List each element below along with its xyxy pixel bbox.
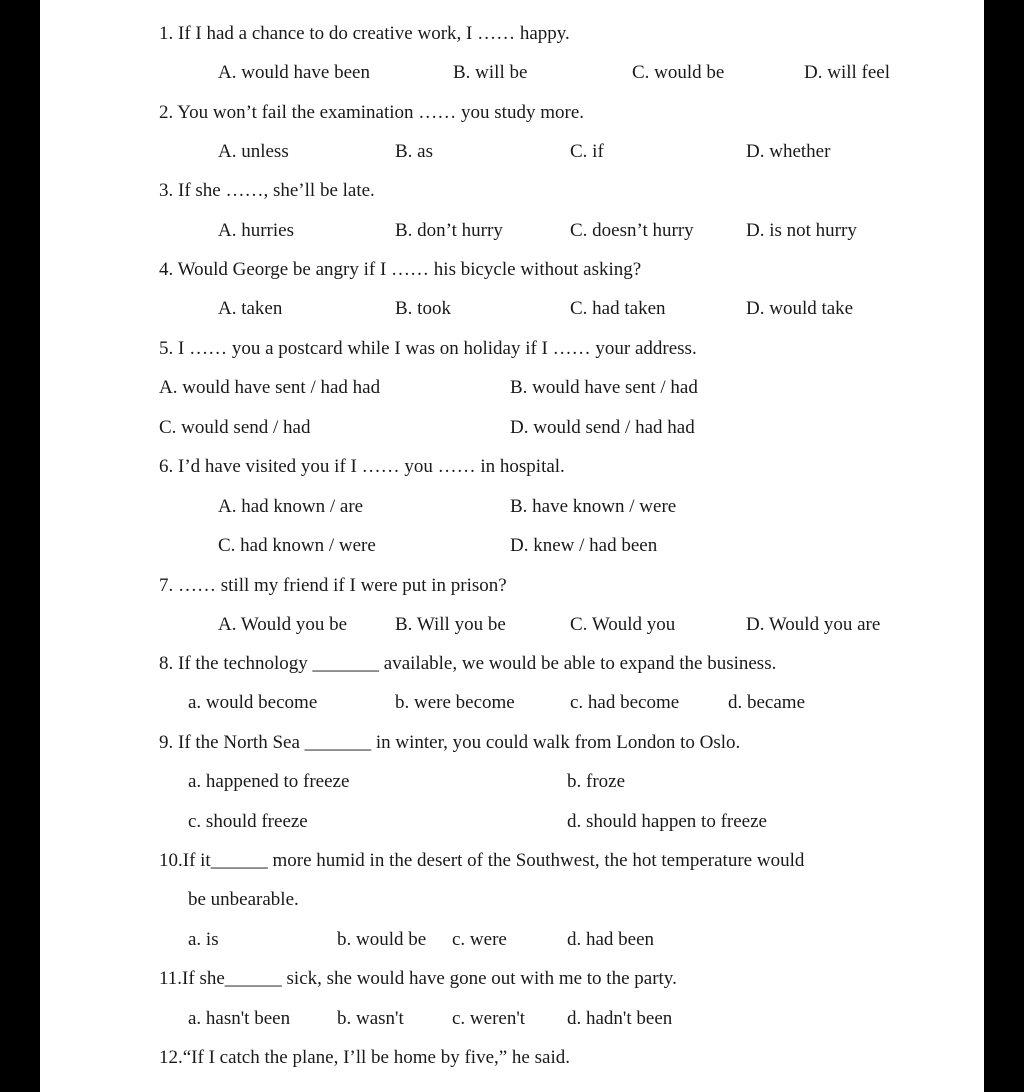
option: C. would send / had xyxy=(159,417,311,438)
option: a. happened to freeze xyxy=(188,771,350,792)
option: d. hadn't been xyxy=(567,1008,673,1029)
option: d. should happen to freeze xyxy=(567,811,767,832)
question-10-continued: be unbearable. xyxy=(188,889,299,910)
question-8: 8. If the technology _______ available, we would be able to expand the business. xyxy=(159,653,777,674)
option: c. weren't xyxy=(452,1008,526,1029)
option: D. would send / had had xyxy=(510,417,695,438)
option: d. became xyxy=(728,692,806,713)
option: c. had become xyxy=(570,692,680,713)
option: C. Would you xyxy=(570,614,676,635)
option: B. don’t hurry xyxy=(395,220,503,241)
question-1: 1. If I had a chance to do creative work, I …… happy. xyxy=(159,23,570,44)
option: d. had been xyxy=(567,929,655,950)
option: A. unless xyxy=(218,141,289,162)
option: b. would be xyxy=(337,929,427,950)
option: C. had taken xyxy=(570,298,666,319)
option: D. is not hurry xyxy=(746,220,857,241)
option: C. if xyxy=(570,141,604,162)
option: D. would take xyxy=(746,298,854,319)
option: C. doesn’t hurry xyxy=(570,220,694,241)
option: A. had known / are xyxy=(218,496,364,517)
question-4: 4. Would George be angry if I …… his bicycle without asking? xyxy=(159,259,642,280)
option: a. would become xyxy=(188,692,318,713)
option: c. were xyxy=(452,929,507,950)
option: b. froze xyxy=(567,771,626,792)
question-3: 3. If she ……, she’ll be late. xyxy=(159,180,375,201)
question-9: 9. If the North Sea _______ in winter, you could walk from London to Oslo. xyxy=(159,732,741,753)
option: B. will be xyxy=(453,62,528,83)
option: B. as xyxy=(395,141,433,162)
worksheet-page xyxy=(40,0,984,1092)
question-7: 7. …… still my friend if I were put in prison? xyxy=(159,575,507,596)
option: B. Will you be xyxy=(395,614,506,635)
option: A. hurries xyxy=(218,220,294,241)
option: B. would have sent / had xyxy=(510,377,698,398)
option: D. will feel xyxy=(804,62,891,83)
question-11: 11.If she______ sick, she would have gone out with me to the party. xyxy=(159,968,677,989)
option: D. Would you are xyxy=(746,614,881,635)
option: A. Would you be xyxy=(218,614,348,635)
option: D. knew / had been xyxy=(510,535,658,556)
option: A. taken xyxy=(218,298,283,319)
option: D. whether xyxy=(746,141,831,162)
option: b. wasn't xyxy=(337,1008,404,1029)
option: B. have known / were xyxy=(510,496,677,517)
option: C. would be xyxy=(632,62,725,83)
option: c. should freeze xyxy=(188,811,308,832)
question-2: 2. You won’t fail the examination …… you study more. xyxy=(159,102,585,123)
option: a. is xyxy=(188,929,219,950)
option: B. took xyxy=(395,298,451,319)
option: b. were become xyxy=(395,692,515,713)
option: C. had known / were xyxy=(218,535,376,556)
option: a. hasn't been xyxy=(188,1008,291,1029)
question-6: 6. I’d have visited you if I …… you …… in hospital. xyxy=(159,456,565,477)
question-10: 10.If it______ more humid in the desert of the Southwest, the hot temperature would xyxy=(159,850,805,871)
question-12: 12.“If I catch the plane, I’ll be home by five,” he said. xyxy=(159,1047,570,1068)
question-5: 5. I …… you a postcard while I was on holiday if I …… your address. xyxy=(159,338,697,359)
option: A. would have been xyxy=(218,62,370,83)
option: A. would have sent / had had xyxy=(159,377,381,398)
